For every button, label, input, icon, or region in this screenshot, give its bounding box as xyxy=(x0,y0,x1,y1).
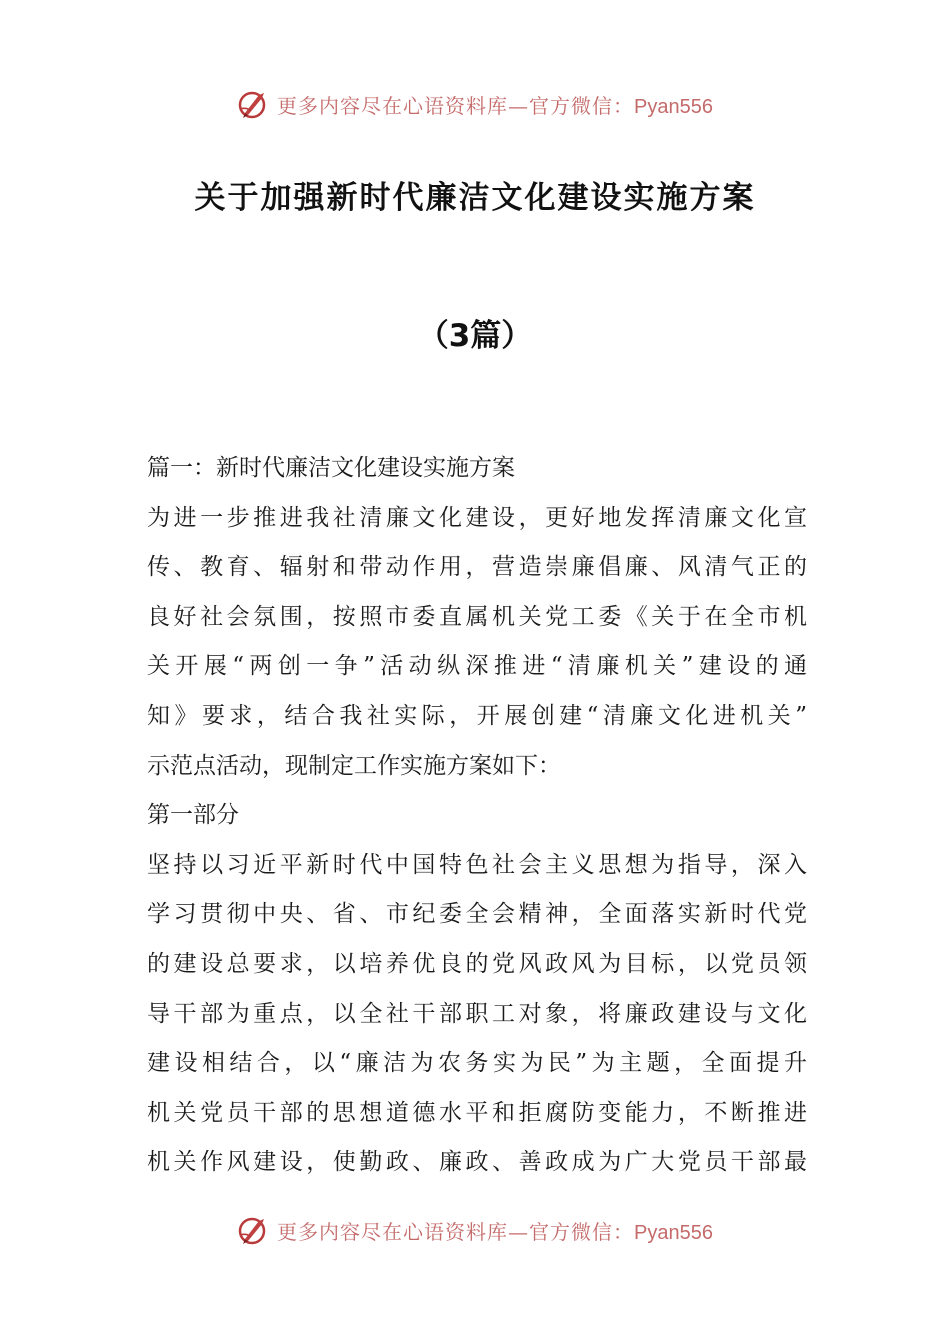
paragraph-line: 关开展“两创一争”活动纵深推进“清廉机关”建设的通 xyxy=(147,653,807,680)
paragraph-line: 建设相结合，以“廉洁为农务实为民”为主题，全面提升 xyxy=(147,1050,807,1077)
banner-text-cn: 更多内容尽在心语资料库—官方微信： xyxy=(277,93,635,118)
banner-text xyxy=(277,1216,713,1245)
paragraph-line: 示范点活动，现制定工作实施方案如下： xyxy=(147,752,561,779)
section-heading: 第一部分 xyxy=(147,802,239,829)
paragraph-line: 坚持以习近平新时代中国特色社会主义思想为指导，深入 xyxy=(147,851,807,878)
banner-wechat-id: Pyan556 xyxy=(634,95,713,118)
document-subtitle: （3篇） xyxy=(417,318,533,354)
banner-text-cn: 更多内容尽在心语资料库—官方微信： xyxy=(277,1219,635,1244)
header-banner xyxy=(0,84,950,124)
banner-wechat-id: Pyan556 xyxy=(634,1221,713,1244)
footer-banner xyxy=(0,1210,950,1250)
paragraph-line: 的建设总要求，以培养优良的党风政风为目标，以党员领 xyxy=(147,950,807,977)
paragraph-line: 机关作风建设，使勤政、廉政、善政成为广大党员干部最 xyxy=(147,1149,807,1176)
banner-content xyxy=(237,87,713,121)
pen-logo-icon xyxy=(237,87,271,121)
document-title: 关于加强新时代廉洁文化建设实施方案 xyxy=(194,180,756,216)
paragraph-line: 良好社会氛围，按照市委直属机关党工委《关于在全市机 xyxy=(147,603,807,630)
paragraph-line: 机关党员干部的思想道德水平和拒腐防变能力，不断推进 xyxy=(147,1099,807,1126)
paragraph-line: 知》要求，结合我社实际，开展创建“清廉文化进机关” xyxy=(147,702,807,729)
pen-logo-icon xyxy=(237,1213,271,1247)
paragraph-line: 学习贯彻中央、省、市纪委全会精神，全面落实新时代党 xyxy=(147,901,807,928)
paragraph-line: 导干部为重点，以全社干部职工对象，将廉政建设与文化 xyxy=(147,1000,807,1027)
section-heading: 篇一：新时代廉洁文化建设实施方案 xyxy=(147,455,515,481)
document-body xyxy=(147,444,807,1188)
banner-content xyxy=(237,1213,713,1247)
paragraph-line: 传、教育、辐射和带动作用，营造崇廉倡廉、风清气正的 xyxy=(147,554,807,581)
banner-text xyxy=(277,90,713,119)
paragraph-line: 为进一步推进我社清廉文化建设，更好地发挥清廉文化宣 xyxy=(147,504,807,531)
